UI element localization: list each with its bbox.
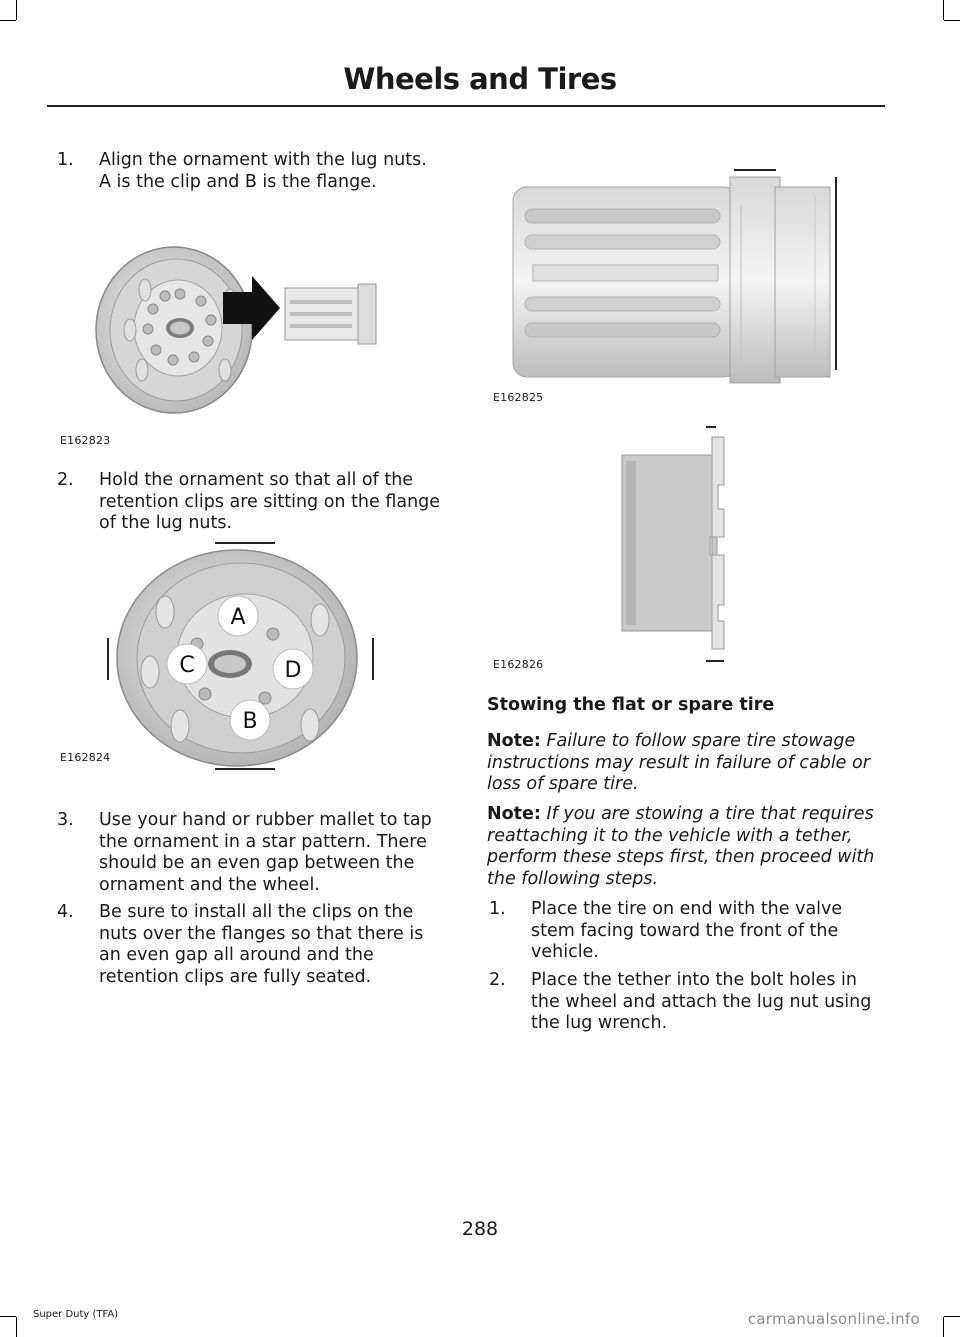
step-text-line: ornament and the wheel. [99, 874, 320, 895]
callout-b: B [242, 709, 258, 734]
figure-code: E162825 [493, 391, 544, 404]
note-1 [487, 731, 885, 796]
callout-d: D [284, 658, 302, 683]
step-text-line: Place the tire on end with the valve [531, 899, 843, 919]
step-number: 1. [57, 150, 74, 170]
step-text-line: vehicle. [531, 942, 599, 962]
step-text-line: Be sure to install all the clips on the [99, 902, 414, 922]
figure-ornament-profile [620, 425, 732, 665]
header-divider [47, 105, 885, 107]
watermark: carmanualsonline.info [747, 1310, 920, 1328]
step-1 [57, 150, 457, 194]
step-text-line: should be an even gap between the [99, 853, 415, 873]
note-text: If you are stowing a tire that requires reattaching it to the vehicle with a tether, perform these steps first, then proceed with the following steps. [487, 804, 875, 889]
step-number: 1. [489, 899, 506, 919]
step-text-line: Use your hand or rubber mallet to tap [99, 810, 432, 830]
step-number: 4. [57, 902, 74, 922]
step-text-line: the lug wrench. [531, 1013, 668, 1033]
page-number: 288 [461, 1218, 499, 1240]
right-step-2 [489, 970, 889, 1036]
document-label: Super Duty (TFA) [33, 1309, 119, 1320]
figure-wheel-ornament-align [90, 240, 410, 420]
step-text-line: the wheel and attach the lug nut using [531, 991, 872, 1012]
crop-mark [16, 1317, 17, 1337]
step-text-line: an even gap all around and the [99, 945, 374, 965]
step-2 [57, 470, 457, 536]
step-text-line: Place the tether into the bolt holes in [531, 970, 858, 990]
figure-ornament-closeup [505, 165, 841, 385]
page-title: Wheels and Tires [343, 62, 617, 96]
right-step-1 [489, 899, 889, 965]
note-label: Note: [487, 731, 541, 751]
crop-mark [0, 20, 16, 21]
note-label: Note: [487, 804, 541, 824]
callout-a: A [230, 605, 246, 630]
crop-mark [943, 1317, 944, 1337]
step-number: 2. [489, 970, 506, 990]
crop-mark [16, 0, 17, 20]
figure-wheel-callouts [105, 540, 377, 772]
step-text-line: stem facing toward the front of the [531, 920, 839, 941]
step-number: 3. [57, 810, 74, 830]
step-text-line: Hold the ornament so that all of the [99, 470, 414, 490]
note-2 [487, 804, 885, 890]
step-text-line: A is the clip and B is the flange. [99, 171, 377, 192]
section-heading: Stowing the flat or spare tire [487, 695, 775, 715]
step-text-line: Align the ornament with the lug nuts. [99, 150, 427, 170]
figure-code: E162824 [60, 751, 111, 764]
note-text: Failure to follow spare tire stowage instructions may result in failure of cable or loss of spare tire. [487, 731, 870, 794]
crop-mark [944, 1316, 960, 1317]
figure-code: E162826 [493, 658, 544, 671]
step-3 [57, 810, 457, 898]
step-text-line: of the lug nuts. [99, 513, 233, 533]
step-number: 2. [57, 470, 74, 490]
step-4 [57, 902, 457, 990]
step-text-line: nuts over the flanges so that there is [99, 923, 424, 944]
figure-code: E162823 [60, 434, 111, 447]
step-text-line: retention clips are sitting on the flange [99, 491, 441, 512]
crop-mark [0, 1316, 16, 1317]
step-text-line: retention clips are fully seated. [99, 966, 372, 987]
crop-mark [944, 20, 960, 21]
step-text-line: the ornament in a star pattern. There [99, 831, 427, 852]
crop-mark [943, 0, 944, 20]
callout-c: C [179, 653, 195, 678]
